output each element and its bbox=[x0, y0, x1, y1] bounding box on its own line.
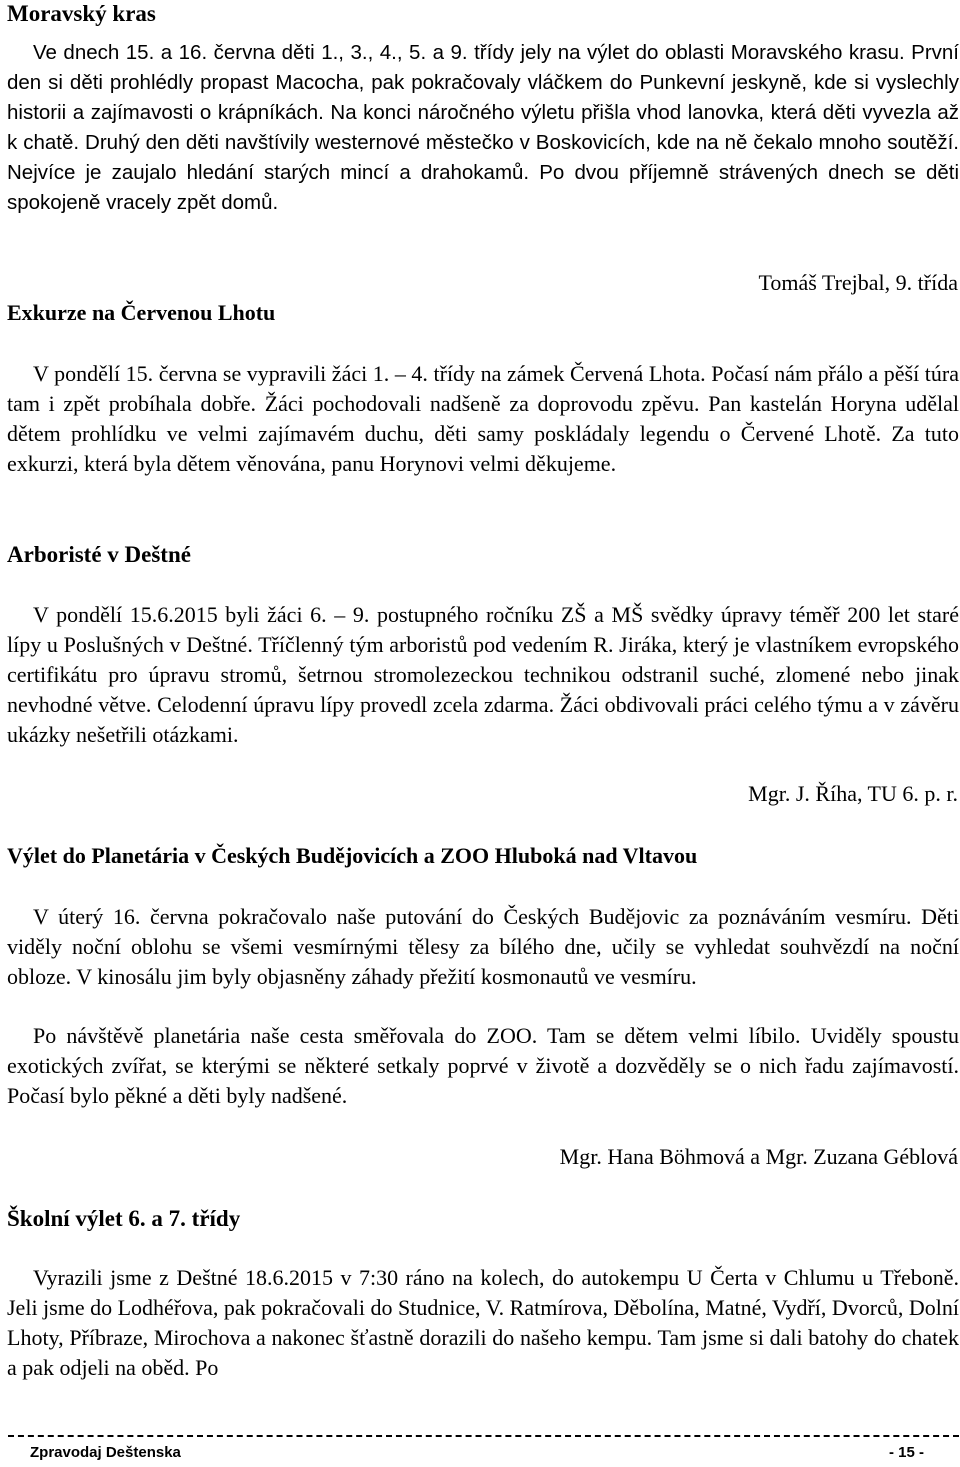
article-author-moravsky-kras: Tomáš Trejbal, 9. třída bbox=[758, 270, 958, 295]
footer-publication-name: Zpravodaj Deštenska bbox=[30, 1444, 181, 1461]
article-author-planetarium: Mgr. Hana Böhmová a Mgr. Zuzana Géblová bbox=[559, 1144, 958, 1169]
article-title-skolni-vylet: Školní výlet 6. a 7. třídy bbox=[7, 1206, 241, 1231]
article-paragraph-skolni-vylet: Vyrazili jsme z Deštné 18.6.2015 v 7:30 ráno na kolech, do autokempu U Čerta v Chlumu u Třeboně. Jeli jsme do Lodhéřova, pak pokračovali do Studnice, V. Ratmírova, Děbolína, Matné, Vydří, Dvorců, Dolní Lhoty, Příbraze, Mirochova a nakonec šťastně dorazili do našeho kempu. Tam jsme si dali batohy do chatek a pak odjeli na oběd. Po bbox=[7, 1265, 959, 1380]
footer-divider bbox=[8, 1435, 959, 1437]
article-title-cervena-lhota: Exkurze na Červenou Lhotu bbox=[7, 300, 276, 325]
article-paragraph-planetarium-1: V úterý 16. června pokračovalo naše putování do Českých Budějovic za poznáváním vesmíru. Děti viděly noční oblohu se všemi vesmírnými tělesy za bílého dne, učily se vyhledat souhvězdí na noční obloze. V kinosálu jim byly objasněny záhady přežití kosmonautů ve vesmíru. bbox=[7, 904, 959, 989]
article-title-planetarium: Výlet do Planetária v Českých Budějovicích a ZOO Hluboká nad Vltavou bbox=[7, 843, 698, 868]
article-paragraph-planetarium-2: Po návštěvě planetária naše cesta směřovala do ZOO. Tam se dětem velmi líbilo. Uviděly spoustu exotických zvířat, se kterými se některé setkaly poprvé v životě a dozvěděly se o nich řadu zajímavostí. Počasí bylo pěkné a děti byly nadšené. bbox=[7, 1023, 959, 1108]
article-paragraph-arboriste: V pondělí 15.6.2015 byli žáci 6. – 9. postupného ročníku ZŠ a MŠ svědky úpravy téměř 200 let staré lípy u Poslušných v Deštné. Tříčlenný tým arboristů pod vedením R. Jiráka, který je vlastníkem evropského certifikátu pro úpravu stromů, šetrnou stromolezeckou technikou odstranil suché, zlomené nebo jinak nevhodné větve. Celodenní úpravu lípy provedl zcela zdarma. Žáci obdivovali práci celého týmu a v závěru ukázky nešetřili otázkami. bbox=[7, 602, 959, 747]
article-title-moravsky-kras: Moravský kras bbox=[7, 1, 156, 26]
article-author-arboriste: Mgr. J. Říha, TU 6. p. r. bbox=[748, 781, 958, 806]
article-paragraph-moravsky-kras: Ve dnech 15. a 16. června děti 1., 3., 4., 5. a 9. třídy jely na výlet do oblasti Moravského krasu. První den si děti prohlédly propast Macocha, pak pokračovaly vláčkem do Punkevní jeskyně, kde si vyslechly historii a zajímavosti o krápníkách. Na konci náročného výletu přišla vhod lanovka, která děti vyvezla až k chatě. Druhý den děti navštívily westernové městečko v Boskovicích, kde na ně čekalo mnoho soutěží. Nejvíce je zaujalo hledání starých mincí a drahokamů. Po dvou příjemně strávených dnech se děti spokojeně vracely zpět domů. bbox=[7, 41, 959, 214]
article-paragraph-cervena-lhota: V pondělí 15. června se vypravili žáci 1. – 4. třídy na zámek Červená Lhota. Počasí nám přálo a pěší túra tam i zpět probíhala dobře. Žáci pochodovali nadšeně za doprovodu zpěvu. Pan kastelán Horyna udělal dětem prohlídku ve velmi zajímavém duchu, děti samy poskládaly legendu o Červené Lhotě. Za tuto exkurzi, která byla dětem věnována, panu Horynovi velmi děkujeme. bbox=[7, 361, 959, 476]
article-title-arboriste: Arboristé v Deštné bbox=[7, 542, 191, 567]
footer-page-number: - 15 - bbox=[888, 1444, 924, 1461]
